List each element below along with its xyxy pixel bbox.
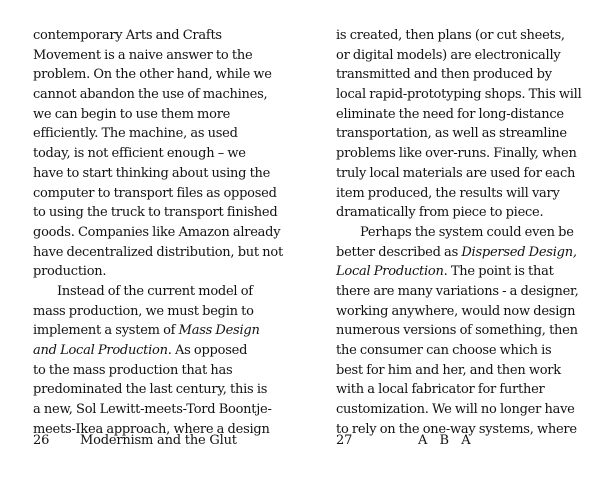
text-line: to using the truck to transport finished [33,205,278,221]
text-line: item produced, the results will vary [336,185,560,201]
left-page-body [33,26,283,439]
text-line: Movement is a naive answer to the [33,47,253,63]
text-line: transportation, as well as streamline [336,126,567,142]
text-line: problem. On the other hand, while we [33,67,272,83]
text-line: today, is not efficient enough – we [33,146,246,162]
text-line: dramatically from piece to piece. [336,205,544,221]
text-line [336,262,582,282]
text-line [336,243,582,263]
right-page [300,0,600,486]
page-number: 27 [336,433,353,448]
text-line: to rely on the one-way systems, where [336,421,577,437]
text-line: with a local fabricator for further [336,382,545,398]
text-line: production. [33,264,107,280]
text-run: implement a system of [33,323,176,339]
text-run: . As opposed [167,343,248,358]
text-line: customization. We will no longer have [336,402,575,418]
emphasis-term: Mass Design [178,323,260,339]
text-run: . The point is that [443,264,554,280]
text-line: mass production, we must begin to [33,303,254,319]
text-line [33,321,283,341]
right-page-body [336,26,582,439]
text-line: the consumer can choose which is [336,343,552,358]
text-line: goods. Companies like Amazon already [33,224,281,240]
text-line: Instead of the current model of [57,283,253,299]
text-line: we can begin to use them more [33,106,231,122]
text-line: there are many variations - a designer, [336,283,579,299]
text-line: a new, Sol Lewitt-meets-Tord Boontje- [33,402,272,418]
text-line: is created, then plans (or cut sheets, [336,28,565,43]
text-line: contemporary Arts and Crafts [33,28,222,43]
text-line: meets-Ikea approach, where a design [33,421,270,437]
text-line: to the mass production that has [33,362,233,378]
running-title: A B A [418,433,475,448]
text-line: eliminate the need for long-distance [336,106,564,122]
emphasis-term: Dispersed Design, [461,244,577,260]
text-line: cannot abandon the use of machines, [33,87,268,103]
text-line: Perhaps the system could even be [360,224,574,240]
page-number: 26 [33,433,50,448]
text-run: better described as [336,244,458,260]
text-line: numerous versions of something, then [336,323,578,339]
text-line: problems like over-runs. Finally, when [336,146,577,162]
emphasis-term: and Local Production [33,343,168,358]
text-line: working anywhere, would now design [336,303,576,319]
text-line: or digital models) are electronically [336,47,561,63]
text-line [33,341,283,361]
emphasis-term: Local Production [336,264,444,280]
text-line: local rapid-prototyping shops. This will [336,87,582,103]
text-line: best for him and her, and then work [336,362,561,378]
text-line: predominated the last century, this is [33,382,268,398]
text-line: transmitted and then produced by [336,67,552,83]
text-line: computer to transport files as opposed [33,185,277,201]
text-line: have decentralized distribution, but not [33,244,283,260]
text-line: truly local materials are used for each [336,165,576,181]
running-title: Modernism and the Glut [80,433,237,448]
text-line: efficiently. The machine, as used [33,126,238,142]
text-line: have to start thinking about using the [33,165,271,181]
